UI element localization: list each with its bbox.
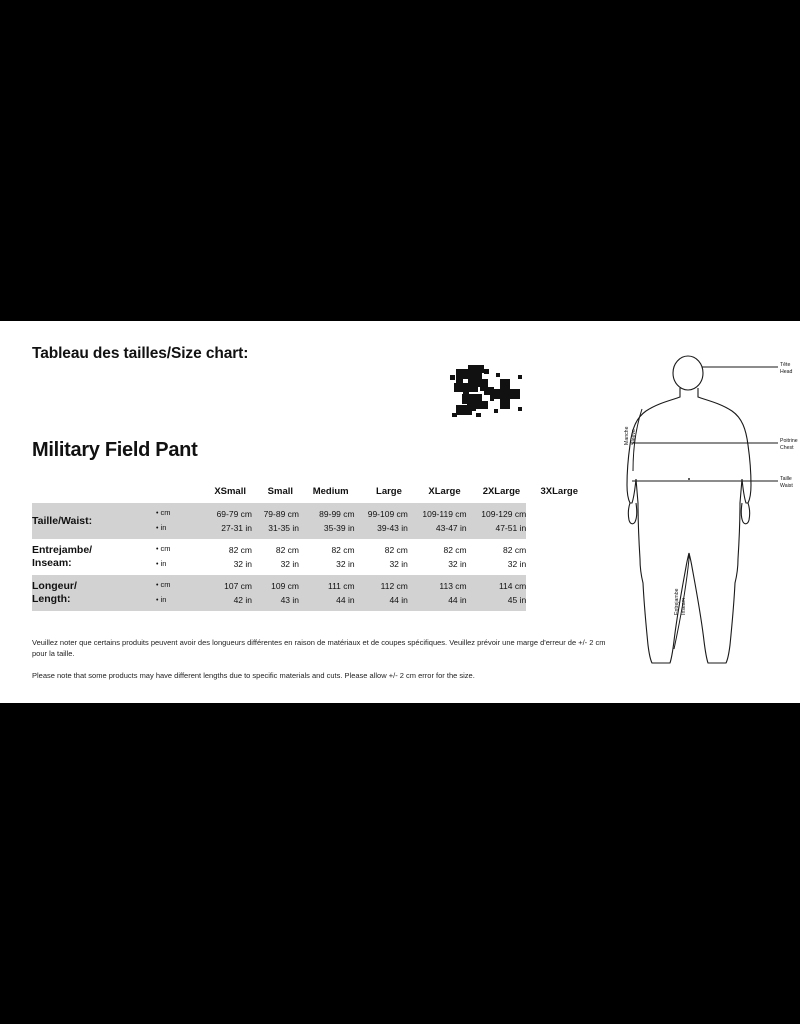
value-cm: 111 cm	[327, 581, 355, 591]
unit-in: in	[160, 523, 167, 532]
value-in: 42 in	[233, 595, 252, 605]
cell-length-small	[252, 575, 299, 611]
value-cm: 112 cm	[380, 581, 408, 591]
value-in: 43 in	[280, 595, 300, 605]
header-unit	[156, 483, 202, 503]
value-in: 27-31 in	[221, 523, 252, 533]
table-row-length	[32, 575, 584, 611]
cell-length-large	[355, 575, 408, 611]
unit-cm: cm	[160, 580, 171, 589]
column-header-xlarge: XLarge	[428, 485, 461, 497]
cell-inseam-medium	[299, 539, 355, 575]
row-units-inseam: • cm • in	[156, 539, 202, 575]
row-label-line1: Entrejambe/	[32, 544, 93, 556]
value-in: 31-35 in	[268, 523, 300, 533]
cell-inseam-small	[252, 539, 299, 575]
row-label-line2: Length:	[32, 593, 71, 605]
value-in: 44 in	[389, 595, 408, 605]
product-title: Military Field Pant	[32, 439, 198, 461]
value-cm: 114 cm	[498, 581, 527, 591]
value-in: 32 in	[389, 559, 408, 569]
value-in: 32 in	[448, 559, 467, 569]
column-header-large: Large	[376, 485, 402, 497]
label-chest-en: Chest	[780, 445, 794, 451]
unit-cm: cm	[160, 508, 171, 517]
table-row-waist	[32, 503, 584, 539]
header-blank	[32, 483, 156, 503]
cell-length-xlarge	[408, 575, 467, 611]
value-in: 44 in	[336, 595, 355, 605]
table-header	[32, 483, 584, 503]
column-header-2xlarge: 2XLarge	[482, 485, 521, 497]
cell-waist-3xlarge	[467, 503, 527, 539]
size-table	[32, 483, 584, 611]
value-cm: 113 cm	[439, 581, 467, 591]
cell-inseam-3xlarge	[467, 539, 527, 575]
cell-inseam-xlarge	[408, 539, 467, 575]
cell-waist-medium	[299, 503, 355, 539]
cell-waist-xsmall	[202, 503, 252, 539]
cell-length-3xlarge	[467, 575, 527, 611]
cell-inseam-xsmall	[202, 539, 252, 575]
value-cm: 107 cm	[224, 581, 252, 591]
row-units-waist: • cm • in	[156, 503, 202, 539]
value-cm: 82 cm	[275, 545, 300, 555]
column-header-3xlarge: 3XLarge	[540, 485, 578, 497]
value-cm: 82 cm	[503, 545, 527, 555]
value-in: 44 in	[448, 595, 467, 605]
row-label-line1: Longeur/	[32, 580, 77, 592]
table-body	[32, 503, 584, 611]
chart-content	[32, 343, 798, 680]
label-chest-fr: Poitrine	[780, 438, 798, 444]
row-label-inseam	[32, 539, 156, 575]
cell-waist-large	[355, 503, 408, 539]
cell-inseam-large	[355, 539, 408, 575]
value-in: 32 in	[233, 559, 252, 569]
value-in: 35-39 in	[323, 523, 355, 533]
label-sleeve-fr: Manche	[624, 426, 630, 445]
value-cm: 82 cm	[384, 545, 408, 555]
value-cm: 82 cm	[228, 545, 252, 555]
label-head-fr: Tête	[780, 362, 791, 368]
value-in: 32 in	[336, 559, 355, 569]
table-row-inseam	[32, 539, 584, 575]
value-cm: 109-119 cm	[422, 509, 467, 519]
column-header-medium: Medium	[312, 485, 349, 497]
value-in: 32 in	[280, 559, 300, 569]
column-header-small: Small	[267, 485, 294, 497]
measurement-figure	[602, 353, 800, 683]
value-in: 45 in	[507, 595, 527, 605]
sharp-plus-logo-icon	[432, 361, 542, 433]
label-inseam-en: Inseam	[681, 597, 687, 615]
value-cm: 109 cm	[271, 581, 300, 591]
row-label-waist: Taille/Waist:	[32, 503, 156, 539]
label-waist-en: Waist	[780, 483, 793, 489]
cell-waist-small	[252, 503, 299, 539]
size-chart-page	[0, 321, 800, 703]
value-cm: 109-129 cm	[481, 509, 527, 519]
value-in: 47-51 in	[495, 523, 527, 533]
value-cm: 82 cm	[331, 545, 355, 555]
row-label-line2: Inseam:	[32, 557, 72, 569]
page-title: Tableau des tailles/Size chart:	[32, 345, 249, 362]
row-units-length: • cm • in	[156, 575, 202, 611]
value-cm: 69-79 cm	[216, 509, 252, 519]
label-inseam-fr: Entrejambe	[674, 588, 680, 615]
note-english: Please note that some products may have different lengths due to specific materials and cuts. Please allow +/- 2 cm error for the size.	[32, 671, 475, 680]
cell-length-xsmall	[202, 575, 252, 611]
label-head-en: Head	[780, 369, 793, 375]
label-sleeve-en: Sleeve	[631, 429, 637, 445]
table-header-row	[32, 483, 584, 503]
unit-cm: cm	[160, 544, 171, 553]
unit-in: in	[160, 559, 167, 568]
label-waist-fr: Taille	[780, 476, 792, 482]
column-header-xsmall: XSmall	[214, 485, 246, 497]
value-cm: 82 cm	[443, 545, 467, 555]
cell-length-medium	[299, 575, 355, 611]
value-in: 32 in	[507, 559, 527, 569]
note-french: Veuillez noter que certains produits peuvent avoir des longueurs différentes en raison de matériaux et de coupes spécifiques. Veuillez prévoir une marge d'erreur de +/- 2 cm pour la taille.	[32, 638, 606, 658]
value-cm: 89-99 cm	[319, 509, 355, 519]
value-cm: 79-89 cm	[263, 509, 300, 519]
row-label-length	[32, 575, 156, 611]
value-cm: 99-109 cm	[367, 509, 408, 519]
cell-waist-xlarge	[408, 503, 467, 539]
value-in: 39-43 in	[377, 523, 408, 533]
value-in: 43-47 in	[435, 523, 467, 533]
unit-in: in	[160, 595, 167, 604]
